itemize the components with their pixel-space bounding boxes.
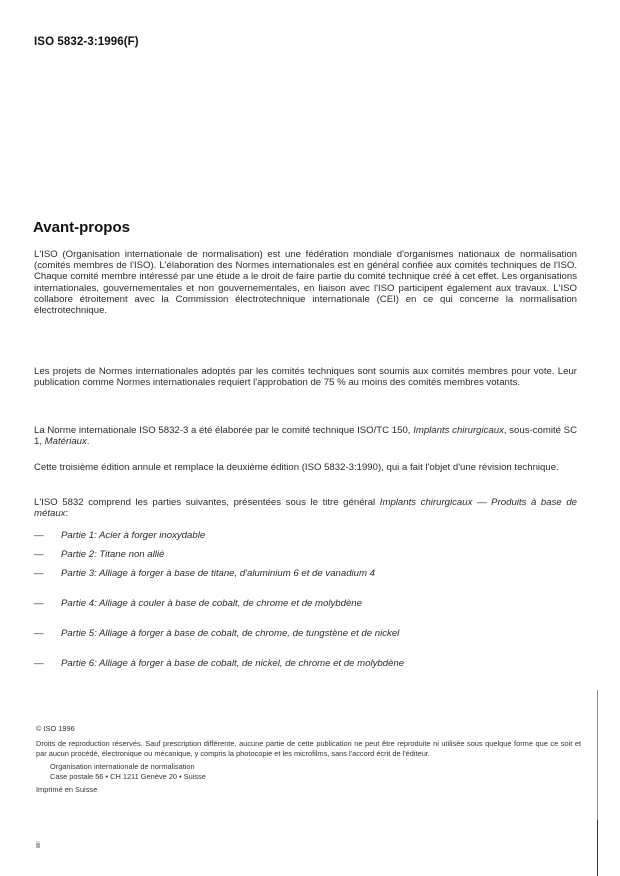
foreword-paragraph-edition: Cette troisième édition annule et remplace la deuxième édition (ISO 5832-3:1990), qui a fait l'objet d'une révision technique.: [34, 462, 559, 473]
copyright-block: [36, 724, 581, 794]
list-dash: —: [34, 658, 44, 669]
part-label: Partie 1: Acier à forger inoxydable: [61, 530, 206, 541]
committee-text: La Norme internationale ISO 5832-3 a été élaborée par le comité technique ISO/TC 150,: [34, 425, 414, 436]
part-label: Partie 4: Alliage à couler à base de cobalt, de chrome et de molybdène: [61, 598, 362, 609]
part-label: Partie 2: Titane non allié: [61, 549, 165, 560]
publisher-name: Organisation internationale de normalisation: [50, 762, 195, 772]
foreword-paragraph-voting: Les projets de Normes internationales adoptés par les comités techniques sont soumis aux comités membres pour vote. Leur publication comme Normes internationales requiert l'approbation de 75 % au moins des comités membres votants.: [34, 366, 577, 389]
part-label: Partie 6: Alliage à forger à base de cobalt, de nickel, de chrome et de molybdène: [61, 658, 405, 669]
list-dash: —: [34, 598, 44, 609]
committee-text-sc: , sous-comité SC 1,: [34, 425, 577, 448]
copyright-notice: Droits de reproduction réservés. Sauf prescription différente, aucune partie de cette publication ne peut être reproduite ni utilisée sous quelque forme que ce soit et par aucun procédé, électronique ou mécanique, y compris la photocopie et les microfilms, sans l'accord écrit de l'éditeur.: [36, 739, 581, 758]
parts-list: [34, 530, 577, 688]
printed-in: Imprimé en Suisse: [36, 785, 98, 795]
list-dash: —: [34, 530, 44, 541]
part-label: Partie 3: Alliage à forger à base de titane, d'aluminium 6 et de vanadium 4: [61, 568, 375, 579]
postal-address: Case postale 56 • CH 1211 Genève 20 • Suisse: [50, 771, 206, 781]
list-item: [34, 658, 577, 688]
parts-intro-colon: :: [65, 508, 69, 520]
general-title: Implants chirurgicaux — Produits à base de métaux: [34, 497, 577, 520]
foreword-paragraph-iso: L'ISO (Organisation internationale de normalisation) est une fédération mondiale d'organismes nationaux de normalisation (comités membres de l'ISO). L'élaboration des Normes internationales est en général confiée aux comités techniques de l'ISO. Chaque comité membre intéressé par une étude a le droit de faire partie du comité technique créé à cet effet. Les organisations internationales, gouvernementales et non gouvernementales, en liaison avec l'ISO participent également aux travaux. L'ISO collabore étroitement avec la Commission électrotechnique internationale (CEI) en ce qui concerne la normalisation électrotechnique.: [34, 249, 577, 317]
list-item: [34, 549, 577, 568]
committee-text-end: .: [86, 436, 90, 448]
page-number: ii: [36, 840, 40, 850]
list-item: [34, 530, 577, 549]
foreword-paragraph-committee: [34, 425, 577, 447]
list-dash: —: [34, 628, 44, 639]
list-item: [34, 628, 577, 658]
parts-intro-text: L'ISO 5832 comprend les parties suivantes, présentées sous le titre général: [34, 497, 380, 508]
copyright-line: © ISO 1996: [36, 724, 75, 733]
committee-title: Implants chirurgicaux: [413, 425, 504, 436]
scan-edge-line-dark: [597, 820, 598, 876]
part-label: Partie 5: Alliage à forger à base de cobalt, de chrome, de tungstène et de nickel: [61, 628, 400, 639]
section-title: Avant-propos: [33, 219, 130, 236]
list-dash: —: [34, 549, 44, 560]
list-item: [34, 568, 577, 598]
document-id: ISO 5832-3:1996(F): [34, 36, 139, 48]
list-dash: —: [34, 568, 44, 579]
subcommittee-title: Matériaux: [44, 436, 87, 448]
foreword-paragraph-parts-intro: [34, 497, 577, 519]
list-item: [34, 598, 577, 628]
publisher-address: [50, 762, 581, 781]
